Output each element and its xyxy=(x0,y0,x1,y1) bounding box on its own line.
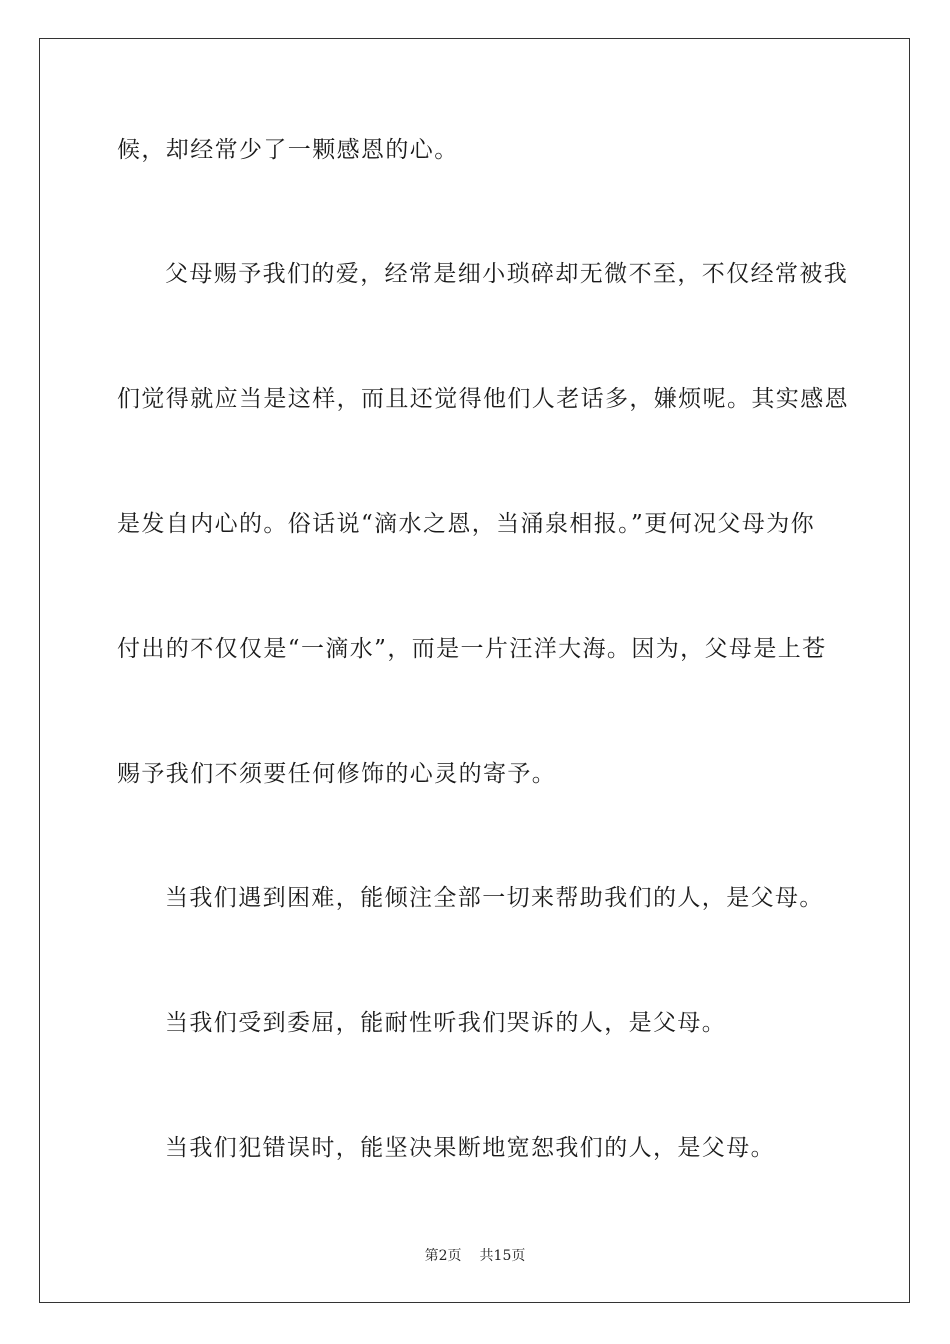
paragraph-2-line-2: 们觉得就应当是这样，而且还觉得他们人老话多，嫌烦呢。其实感恩 xyxy=(117,386,849,412)
paragraph-2-line-1: 父母赐予我们的爱，经常是细小琐碎却无微不至，不仅经常被我 xyxy=(165,261,849,287)
page-border xyxy=(39,38,910,1303)
paragraph-4: 当我们受到委屈，能耐性听我们哭诉的人，是父母。 xyxy=(165,1010,727,1036)
total-pages: 共15页 xyxy=(479,1248,526,1264)
paragraph-2-line-5: 赐予我们不须要任何修饰的心灵的寄予。 xyxy=(117,761,557,787)
page-number: 第2页 xyxy=(424,1248,462,1264)
paragraph-3: 当我们遇到困难，能倾注全部一切来帮助我们的人，是父母。 xyxy=(165,885,824,911)
paragraph-2-line-3: 是发自内心的。俗话说“滴水之恩，当涌泉相报。”更何况父母为你 xyxy=(117,511,816,537)
page-footer xyxy=(0,1247,950,1265)
paragraph-5: 当我们犯错误时，能坚决果断地宽恕我们的人，是父母。 xyxy=(165,1135,775,1161)
text-line-1: 候，却经常少了一颗感恩的心。 xyxy=(117,137,459,163)
paragraph-2-line-4: 付出的不仅仅是“一滴水”，而是一片汪洋大海。因为，父母是上苍 xyxy=(117,636,827,662)
